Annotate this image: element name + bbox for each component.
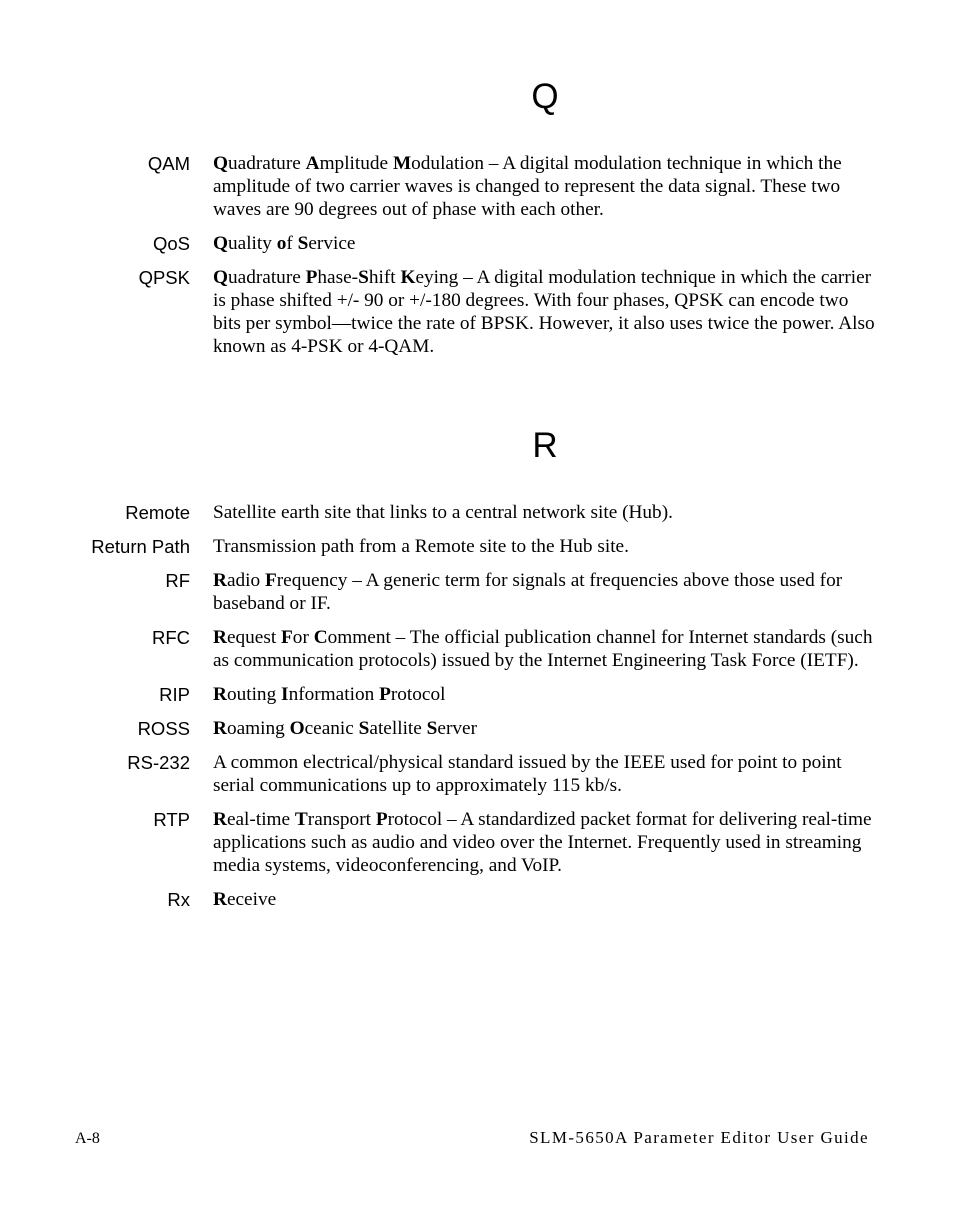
definition-text: or: [292, 627, 314, 648]
section-heading-q: Q: [531, 77, 559, 116]
definition-text: ransport: [307, 809, 376, 830]
glossary-term: RF: [165, 570, 190, 591]
definition-text: Satellite earth site that links to a central network site (Hub).: [213, 502, 673, 523]
glossary-term: RIP: [159, 684, 190, 705]
acronym-letter: Q: [213, 153, 228, 174]
glossary-definition: [213, 717, 878, 740]
glossary-term: RFC: [151, 627, 190, 648]
glossary-definition: [213, 535, 878, 558]
definition-text: mplitude: [319, 153, 393, 174]
acronym-letter: R: [213, 889, 227, 910]
glossary-term: QPSK: [138, 267, 190, 288]
acronym-letter: R: [213, 809, 227, 830]
document-title: SLM-5650A Parameter Editor User Guide: [529, 1128, 869, 1147]
definition-text: atellite: [369, 718, 427, 739]
acronym-letter: Q: [213, 233, 228, 254]
glossary-entry: [0, 152, 954, 221]
acronym-letter: P: [375, 809, 388, 830]
glossary-entry: [0, 888, 954, 911]
acronym-letter: S: [426, 718, 438, 739]
definition-text: ceanic: [304, 718, 359, 739]
definition-text: nformation: [288, 684, 380, 705]
glossary-entry: [0, 626, 954, 672]
definition-text: A common electrical/physical standard issued by the IEEE used for point to point serial communications up to approximately 115 kb/s.: [213, 752, 842, 796]
acronym-letter: S: [358, 718, 370, 739]
definition-text: adio: [226, 570, 265, 591]
definition-text: uadrature: [228, 267, 306, 288]
acronym-letter: T: [294, 809, 308, 830]
glossary-entry: [0, 232, 954, 255]
definition-text: eceive: [226, 889, 277, 910]
definition-text: ervice: [308, 233, 356, 254]
glossary-list-r: [0, 501, 954, 922]
glossary-definition: [213, 569, 878, 615]
definition-text: uadrature: [228, 153, 306, 174]
acronym-letter: M: [392, 153, 412, 174]
glossary-definition: [213, 232, 878, 255]
definition-text: f: [286, 233, 298, 254]
definition-text: rotocol: [390, 684, 446, 705]
glossary-definition: [213, 888, 878, 911]
acronym-letter: S: [297, 233, 309, 254]
definition-text: hase-: [317, 267, 359, 288]
section-heading-r: R: [532, 426, 558, 465]
glossary-entry: [0, 535, 954, 558]
glossary-list-q: [0, 152, 954, 369]
glossary-term: QoS: [152, 233, 190, 254]
glossary-definition: [213, 266, 878, 358]
acronym-letter: O: [289, 718, 305, 739]
acronym-letter: R: [213, 684, 227, 705]
acronym-letter: F: [264, 570, 277, 591]
glossary-term: RTP: [153, 809, 190, 830]
definition-text: equest: [226, 627, 282, 648]
glossary-entry: [0, 717, 954, 740]
glossary-term: RS-232: [127, 752, 190, 773]
glossary-definition: [213, 501, 878, 524]
glossary-definition: [213, 808, 878, 877]
definition-text: requency – A generic term for signals at frequencies above those used for baseband or IF.: [213, 570, 843, 614]
acronym-letter: P: [379, 684, 391, 705]
acronym-letter: Q: [213, 267, 228, 288]
acronym-letter: o: [276, 233, 287, 254]
definition-text: Transmission path from a Remote site to the Hub site.: [213, 536, 629, 557]
definition-text: outing: [226, 684, 282, 705]
acronym-letter: I: [281, 684, 289, 705]
definition-text: eal-time: [226, 809, 295, 830]
glossary-term: Rx: [167, 889, 190, 910]
acronym-letter: R: [213, 627, 227, 648]
glossary-entry: [0, 808, 954, 877]
glossary-term: ROSS: [137, 718, 190, 739]
acronym-letter: A: [305, 153, 320, 174]
acronym-letter: R: [213, 718, 227, 739]
glossary-entry: [0, 569, 954, 615]
glossary-definition: [213, 751, 878, 797]
definition-text: omment – The official publication channel for Internet standards (such as communication protocols) issued by the Internet Engineering Task Force (IETF).: [213, 627, 873, 671]
glossary-entry: [0, 751, 954, 797]
glossary-term: Remote: [125, 502, 190, 523]
page-number: A-8: [75, 1130, 100, 1147]
glossary-definition: [213, 626, 878, 672]
definition-text: rotocol – A standardized packet format for delivering real-time applications such as audio and video over the Internet. Frequently used in streaming media systems, videoconferencing, and VoIP.: [213, 809, 872, 876]
acronym-letter: S: [358, 267, 369, 288]
glossary-term: Return Path: [91, 536, 190, 557]
acronym-letter: C: [313, 627, 328, 648]
glossary-definition: [213, 683, 878, 706]
acronym-letter: K: [400, 267, 416, 288]
definition-text: erver: [437, 718, 478, 739]
glossary-entry: [0, 266, 954, 358]
definition-text: uality: [228, 233, 277, 254]
definition-text: oaming: [226, 718, 290, 739]
acronym-letter: P: [305, 267, 318, 288]
glossary-definition: [213, 152, 878, 221]
glossary-term: QAM: [147, 153, 190, 174]
definition-text: eying – A digital modulation technique in which the carrier is phase shifted +/- 90 or +/-180 degrees. With four phases, QPSK can encode two bits per symbol—twice the rate of BPSK. However, it also uses twice the power. Also known as 4-PSK or 4-QAM.: [213, 267, 875, 357]
definition-text: odulation – A digital modulation technique in which the amplitude of two carrier waves is changed to represent the data signal. These two waves are 90 degrees out of phase with each other.: [213, 153, 842, 220]
glossary-entry: [0, 501, 954, 524]
definition-text: hift: [368, 267, 401, 288]
acronym-letter: R: [213, 570, 227, 591]
acronym-letter: F: [281, 627, 293, 648]
glossary-entry: [0, 683, 954, 706]
